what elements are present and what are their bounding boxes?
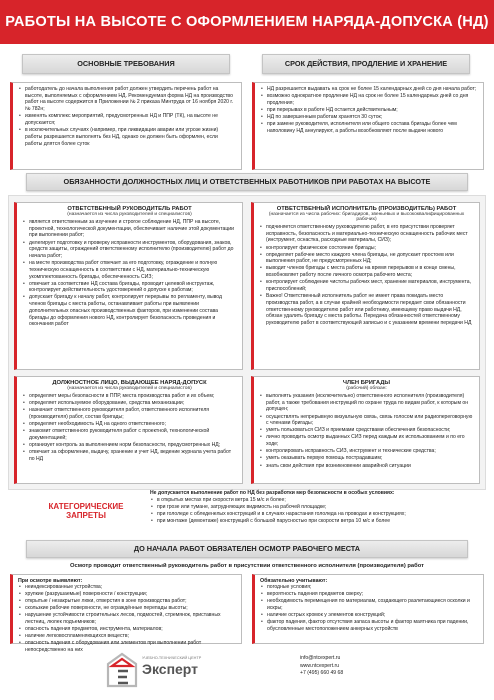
terms-box <box>252 82 484 170</box>
inspection-subheading: Осмотр проводит ответственный руководитель работ в присутствии ответственного исполнителя (производителя) работ <box>70 563 424 569</box>
list-item: • выводит членов бригады с места работы на время перерывов и в конце смены, возобновляет работу после личного осмотра рабочего места; <box>259 265 474 278</box>
executor-note: (назначается из числа рабочих: бригадиров, звеньевых и высококвалифицированных рабочих) <box>268 212 465 222</box>
inspection-right-list <box>260 584 478 633</box>
list-item: • знакомит ответственного руководителя работ с проектной, технологической документацией; <box>22 428 237 441</box>
executor-duties-list <box>259 224 474 327</box>
email-link[interactable]: info@ntcexpert.ru <box>300 655 341 661</box>
list-item: • является ответственным за изучение и строгое соблюдение НД, ППР на высоте, проектной, технологической документации, обеспечивает наличие этой документации при выполнении работ; <box>22 219 237 239</box>
list-item: • уметь пользоваться СИЗ и приемами средствами обеспечения безопасности; <box>259 427 474 434</box>
members-title: ЧЛЕН БРИГАДЫ <box>342 380 391 386</box>
list-item: • контролирует соблюдение чистоты рабочих мест, хранение материалов, инструмента, приспособлений; <box>259 279 474 292</box>
terms-list <box>260 86 478 135</box>
inspection-right-box <box>252 574 484 644</box>
section-heading-duties: ОБЯЗАННОСТИ ДОЛЖНОСТНЫХ ЛИЦ И ОТВЕТСТВЕННЫХ РАБОТНИКОВ ПРИ РАБОТАХ НА ВЫСОТЕ <box>26 173 468 191</box>
list-item: • определяет рабочее место каждого члена бригады, не допускает простоев или выполнения работ, не предусмотренных НД; <box>259 252 474 265</box>
manager-box <box>14 202 243 370</box>
executor-title: ОТВЕТСТВЕННЫЙ ИСПОЛНИТЕЛЬ (ПРОИЗВОДИТЕЛЬ) РАБОТ <box>276 206 457 212</box>
inspection-left-box <box>10 574 242 654</box>
issuer-title: ДОЛЖНОСТНОЕ ЛИЦО, ВЫДАЮЩЕЕ НАРЯД-ДОПУСК <box>52 380 207 386</box>
list-item: • определяет необходимость НД на одного ответственного; <box>22 421 237 428</box>
logo-emblem-icon <box>104 650 140 692</box>
list-item: • нарушение устойчивости строительных лесов, подмостей, стремянок, приставных лестниц, люлек подъемников; <box>18 612 236 625</box>
list-item: • изменять комплекс мероприятий, предусмотренных НД и ППР (ТК), на высоте не допускается; <box>18 113 236 126</box>
list-item: • скользкие рабочие поверхности, не ограждённые перепады высоты; <box>18 605 236 612</box>
list-item: • погодные условия; <box>260 584 478 591</box>
list-item: • контролировать исправность СИЗ, инструмент и технические средства; <box>259 448 474 455</box>
list-item: • необходимость перемещения по материалам, создающего разлетающиеся осколки и искры; <box>260 598 478 611</box>
page-title: РАБОТЫ НА ВЫСОТЕ С ОФОРМЛЕНИЕМ НАРЯДА-ДОПУСКА (НД) <box>0 0 494 44</box>
list-item: • наличие легковоспламеняющихся веществ; <box>18 633 236 640</box>
list-item: • осуществлять непрерывную визуальную связь, связь голосом или радиопереговорную с членами бригады; <box>259 414 474 427</box>
inspection-right-title: Обязательно учитывают: <box>260 578 328 584</box>
website-link[interactable]: www.ntcexpert.ru <box>300 662 340 669</box>
company-logo <box>104 650 224 692</box>
list-item: • делегирует подготовку и проверку исправности инструментов, оборудования, знаков, средств защиты, ограждений ответственному исполнителю (производителю) работ до начала работ; <box>22 240 237 260</box>
list-item: • неиндексированные устройства; <box>18 584 236 591</box>
basic-requirements-box <box>10 82 242 170</box>
list-item: • НД по завершенным работам хранятся 30 суток; <box>260 114 478 121</box>
list-item: • отвечает за соответствие НД состава бригады, проводит целевой инструктаж, контролирует действительность удостоверений о допуске к работам; <box>22 281 237 294</box>
list-item: • отвечает за оформление, выдачу, хранение и учет НД, ведение журнала учета работ по НД <box>22 449 237 462</box>
footer-contacts <box>300 655 343 678</box>
executor-box <box>251 202 480 370</box>
list-item: • возможно однократное продление НД на срок не более 15 календарных дней со дня продления; <box>260 93 478 106</box>
list-item: • знать свои действия при возникновении аварийной ситуации <box>259 463 474 470</box>
basic-requirements-list <box>18 86 236 147</box>
inspection-left-title: При осмотре выявляют: <box>18 578 83 584</box>
members-box <box>251 376 480 484</box>
list-item: • на месте производства работ отвечает за его подготовку, ограждение и полную техническую оснащенность в соответствии с НД, материально-техническую укомплектованность бригады, обеспеченность СИЗ; <box>22 260 237 280</box>
list-item: • опасность падения с оборудования или элементов при выполнении работ непосредственно на них <box>18 640 236 653</box>
list-item: • опасность падения предметов, инструмента, материалов; <box>18 626 236 633</box>
list-item: • в исключительных случаях (например, при ликвидации аварии или угрозе жизни) работы разрешается выполнять без НД, однако он должен быть оформлен, если работы длятся более суток <box>18 127 236 147</box>
list-item: • организует контроль за выполнением норм безопасности, предусмотренных НД; <box>22 442 237 449</box>
members-duties-list <box>259 393 474 469</box>
prohibitions-intro: Не допускается выполнение работ по НД без разработки мер безопасности в особых условиях: <box>150 490 395 496</box>
list-item: • фактор падения, фактор отсутствия запаса высоты и фактор маятника при падении, обусловленные местоположением анкерных устройств <box>260 619 478 632</box>
inspection-left-list <box>18 584 236 654</box>
list-item: • в открытых местах при скорости ветра 15 м/с и более; <box>150 497 480 504</box>
section-heading-basic: ОСНОВНЫЕ ТРЕБОВАНИЯ <box>22 54 230 74</box>
list-item: • вероятность падения предметов сверху; <box>260 591 478 598</box>
list-item: • определяет меры безопасности в ППР, места производства работ и их объем; <box>22 393 237 400</box>
list-item: • при монтаже (демонтаже) конструкций с большой парусностью при скорости ветра 10 м/с и более <box>150 518 480 525</box>
members-note: (рабочий) обязан: <box>346 386 387 391</box>
list-item: • подчиняется ответственному руководителю работ, в его присутствии проверяет исправность, безопасность и материально-техническую оснащенность рабочих мест (инструмент, оснастка, расходные материалы, СИЗ); <box>259 224 474 244</box>
list-item: • работодатель до начала выполнения работ должен утвердить перечень работ на высоте, выполняемых с оформлением НД. Рекомендуемая форма НД на производство работ на высоте содержится в Приложении № 2 приказа Минтруда от 16 ноября 2020 г. № 782н; <box>18 86 236 113</box>
prohibitions-label: КАТЕГОРИЧЕСКИЕ ЗАПРЕТЫ <box>48 501 124 520</box>
prohibitions-list <box>150 497 480 525</box>
section-heading-inspection: ДО НАЧАЛА РАБОТ ОБЯЗАТЕЛЕН ОСМОТР РАБОЧЕГО МЕСТА <box>26 540 468 558</box>
list-item: • при грозе или тумане, затрудняющих видимость на рабочей площадке; <box>150 504 480 511</box>
list-item: • назначает ответственного руководителя работ, ответственного исполнителя (производителя) работ, состав бригады; <box>22 407 237 420</box>
logo-tagline: УЧЕБНО-ТЕХНИЧЕСКИЙ ЦЕНТР <box>142 656 202 660</box>
issuer-box <box>14 376 243 484</box>
list-item: • уметь оказывать первую помощь пострадавшим; <box>259 455 474 462</box>
list-item: • допускает бригаду к началу работ, контролирует перерывы по регламенту, вывод членов бригады с места работы, останавливает работы при выявлении дополнительных опасных производственных факторов, при изменении состава бригады до оформления нового НД, контролирует безопасность проведения и окончания работ <box>22 294 237 328</box>
list-item: • выполнять указания (исключительно) ответственного исполнителя (производителя) работ, а также требования инструкций по охране труда по видам работ, к которым он допущен; <box>259 393 474 413</box>
manager-note: (назначается из числа руководителей и специалистов) <box>67 212 192 217</box>
list-item: • контролирует физическое состояние бригады; <box>259 245 474 252</box>
issuer-duties-list <box>22 393 237 463</box>
manager-duties-list <box>22 219 237 328</box>
section-heading-terms: СРОК ДЕЙСТВИЯ, ПРОДЛЕНИЕ И ХРАНЕНИЕ <box>262 54 470 74</box>
list-item: • при замене руководителя, исполнителя или общего состава бригады более чем наполовину НД аннулируют, а работы возобновляют после выдачи нового <box>260 121 478 134</box>
list-item: • определяет используемое оборудование, средства механизации; <box>22 400 237 407</box>
phone-number: +7 (495) 660 49 68 <box>300 670 344 677</box>
issuer-note: (назначается из числа руководителей и специалистов) <box>67 386 192 391</box>
list-item: • лично проводить осмотр выданных СИЗ перед каждым их использованием и по его ходе; <box>259 434 474 447</box>
list-item: • при перерывах в работе НД остается действительным; <box>260 107 478 114</box>
list-item: • хрупкие (разрушаемые) поверхности / конструкции; <box>18 591 236 598</box>
logo-name: Эксперт <box>142 661 199 677</box>
list-item: • при гололеде с обледенелых конструкций и в случаях нарастания гололеда на проводах и конструкциях; <box>150 511 480 518</box>
prohibitions-block <box>150 490 480 525</box>
manager-title: ОТВЕТСТВЕННЫЙ РУКОВОДИТЕЛЬ РАБОТ <box>67 206 192 212</box>
list-item: • наличие острых кромок у элементов конструкций; <box>260 612 478 619</box>
list-item: • открытые / незакрытые люки, отверстия в зоне производства работ; <box>18 598 236 605</box>
list-item: • Важно! Ответственный исполнитель работ не имеет права покидать место производства работ, а в случае крайней необходимости передает свои обязанности ответственному руководителю работ или работнику, имеющему право выдачи НД, обязан удалить бригаду с места работы. Передача обязанностей ответственному руководителю работ в соответствующей записью и с указанием времени передачи НД <box>259 293 474 327</box>
list-item: • НД разрешается выдавать на срок не более 15 календарных дней со дня начала работ; <box>260 86 478 93</box>
